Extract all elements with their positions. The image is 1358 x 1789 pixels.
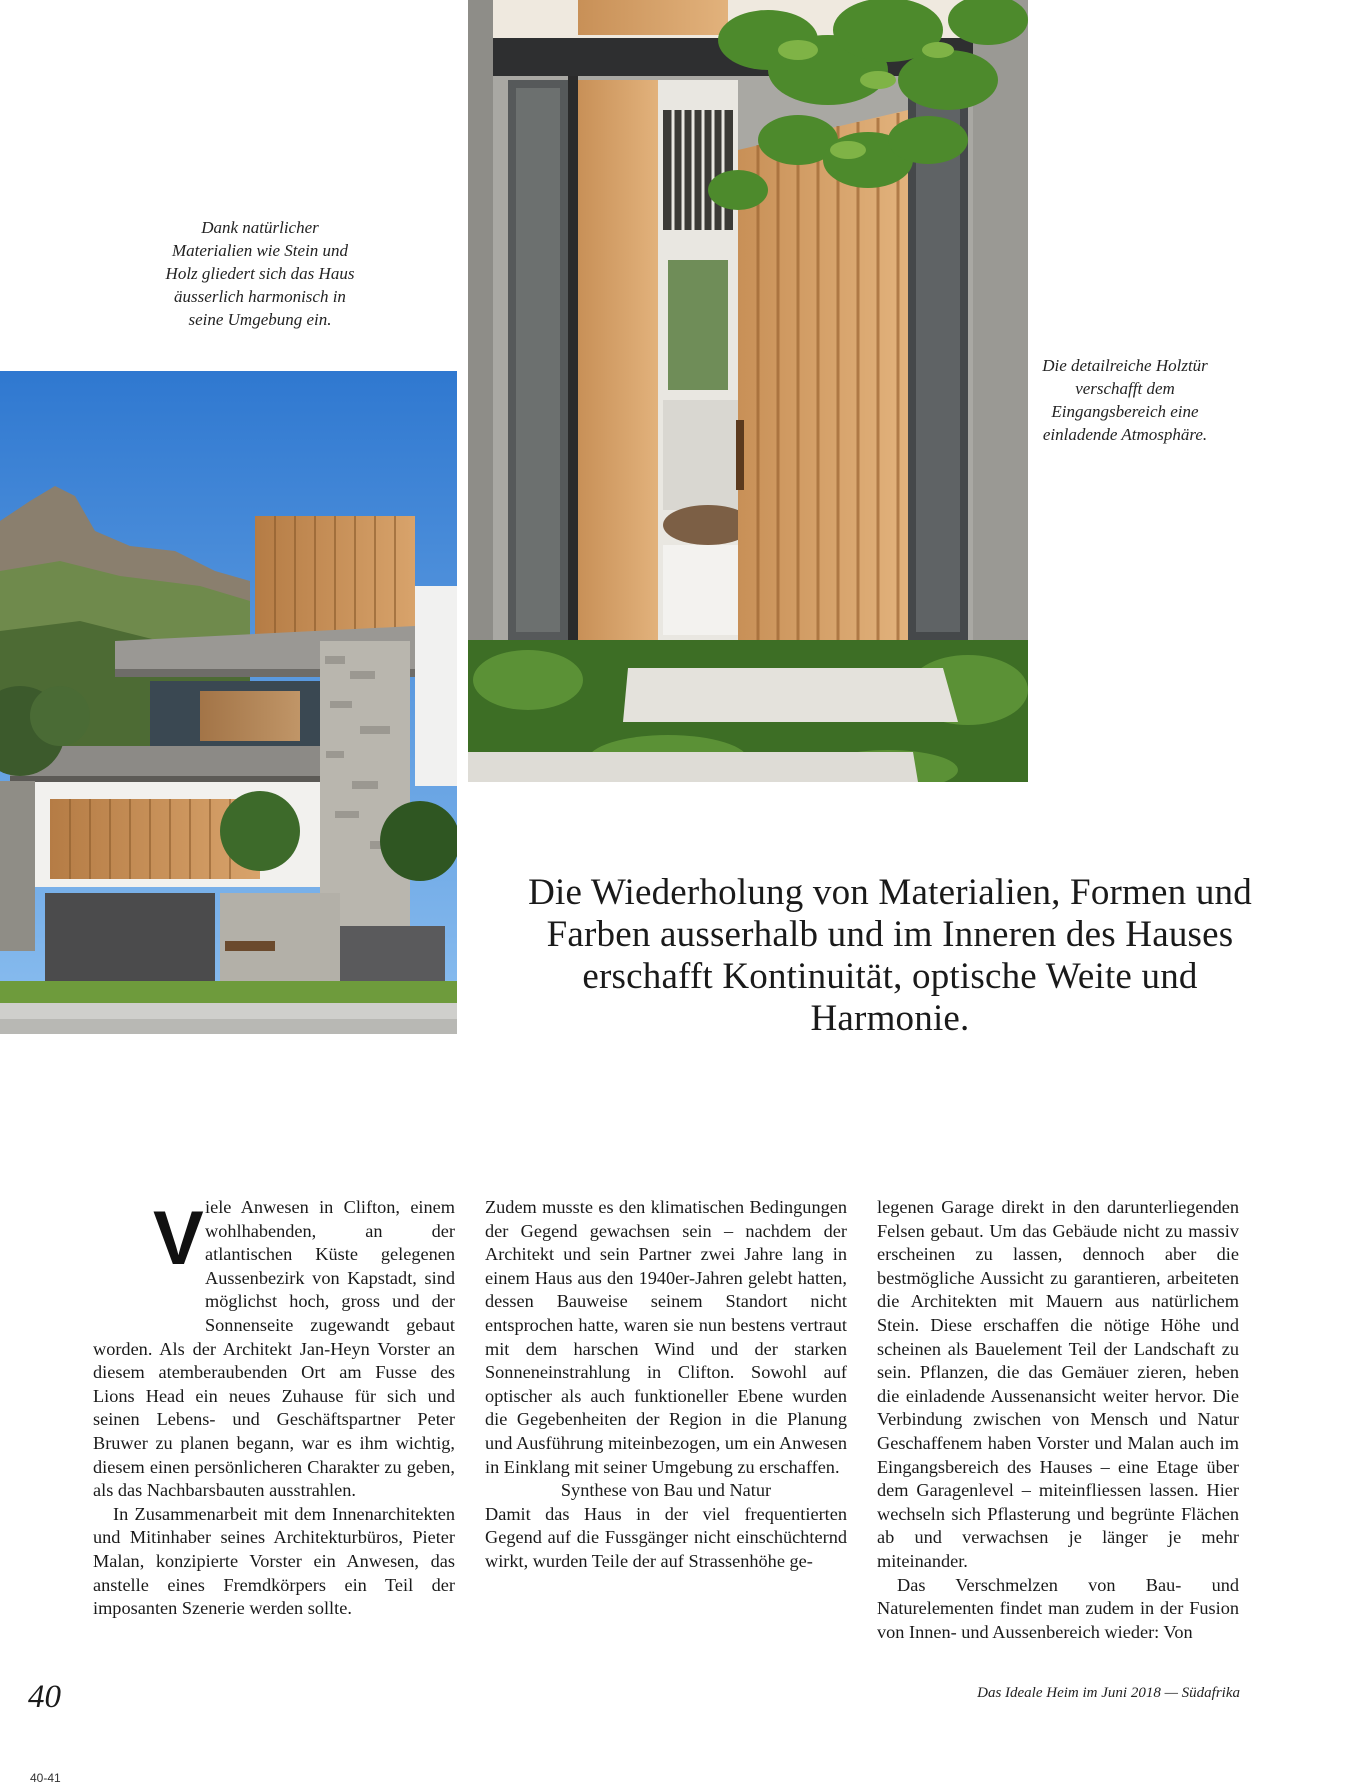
article-paragraph: legenen Garage direkt in den darunterliegenden Felsen gebaut. Um das Gebäude nicht zu massiv erscheinen zu lassen, dennoch aber die bestmögliche Aussicht zu garantieren, arbeiteten die Architekten mit Mauern aus natürlichem Stein. Diese erschaffen die nötige Höhe und scheinen als Bauelement Teil der Landschaft zu sein. Pflanzen, die das Gemäuer zieren, heben die einladende Aussenansicht weiter hervor. Die Verbindung zwischen von Mensch und Natur Geschaffenem haben Vorster und Malan auch im Eingangsbereich des Hauses – eine Etage über dem Garagenlevel – miteinfliessen lassen. Hier wechseln sich Pflasterung und begrünte Flächen ab und verwachsen je länger je mehr miteinander. (877, 1197, 1239, 1571)
article-column-2 (485, 1196, 847, 1574)
magazine-credit: Das Ideale Heim im Juni 2018 — Südafrika (977, 1685, 1240, 1701)
article-paragraph: In Zusammenarbeit mit dem Innenarchitekten und Mitinhaber seines Architekturbüros, Pieter Malan, konzipierte Vorster ein Anwesen, das anstelle eines Fremdkörpers ein Teil der imposanten Szenerie werden sollte. (93, 1503, 455, 1619)
pull-quote: Die Wiederholung von Materialien, Formen und Farben ausserhalb und im Inneren des Hauses erschafft Kontinuität, optische Weite und Harmonie. (528, 872, 1252, 1039)
paragraph-text: iele Anwesen in Clifton, einem wohlhabenden, an der atlantischen Küste gelegenen Aussenbezirk von Kapstadt, sind möglichst hoch, gross und der Sonnenseite zugewandt gebaut worden. Als der Architekt Jan-Heyn Vorster an diesem atemberaubenden Ort am Fusse des Lions Head ein neues Zuhause für sich und seinen Lebens- und Geschäftspartner Peter Bruwer zu planen begann, war es ihm wichtig, diesem einen persönlicheren Charakter zu geben, als das Nachbarsbauten ausstrahlen. (93, 1197, 455, 1501)
door-photo-caption: Die detailreiche Holztür verschafft dem Eingangsbereich eine einladende Atmosphäre. (1042, 356, 1208, 444)
house-photo-caption: Dank natürlicher Materialien wie Stein und Holz gliedert sich das Haus äusserlich harmonisch in seine Umgebung ein. (165, 218, 355, 329)
page-number: 40 (28, 1679, 61, 1715)
house-exterior-photo (0, 371, 457, 1034)
section-subheading: Synthese von Bau und Natur (560, 1480, 772, 1501)
article-paragraph: Das Verschmelzen von Bau- und Naturelementen findet man zudem in der Fusion von Innen- und Aussenbereich wieder: Von (877, 1574, 1239, 1642)
article-column-3 (877, 1196, 1239, 1644)
article-column-1 (93, 1196, 455, 1621)
drop-cap: V (153, 1196, 204, 1281)
page-code: 40-41 (30, 1771, 61, 1785)
article-paragraph: Damit das Haus in der viel frequentierten Gegend auf die Fussgänger nicht einschüchternd wirkt, wurden Teile der auf Strassenhöhe ge- (485, 1503, 847, 1571)
wooden-door-photo (468, 0, 1028, 782)
article-paragraph: Zudem musste es den klimatischen Bedingungen der Gegend gewachsen sein – nachdem der Architekt und sein Partner zwei Jahre lang in einem Haus aus den 1940er-Jahren gelebt hatten, dessen Bauweise seinem Standort nicht entsprochen hatte, waren sie nun bestens vertraut mit dem harschen Wind und der starken Sonneneinstrahlung in Clifton. Sowohl auf optischer als auch funktioneller Ebene wurden die Gegebenheiten der Region in die Planung und Ausführung miteinbezogen, um ein Anwesen in Einklang mit seiner Umgebung zu erschaffen. (485, 1197, 847, 1477)
article-paragraph (93, 1196, 455, 1503)
